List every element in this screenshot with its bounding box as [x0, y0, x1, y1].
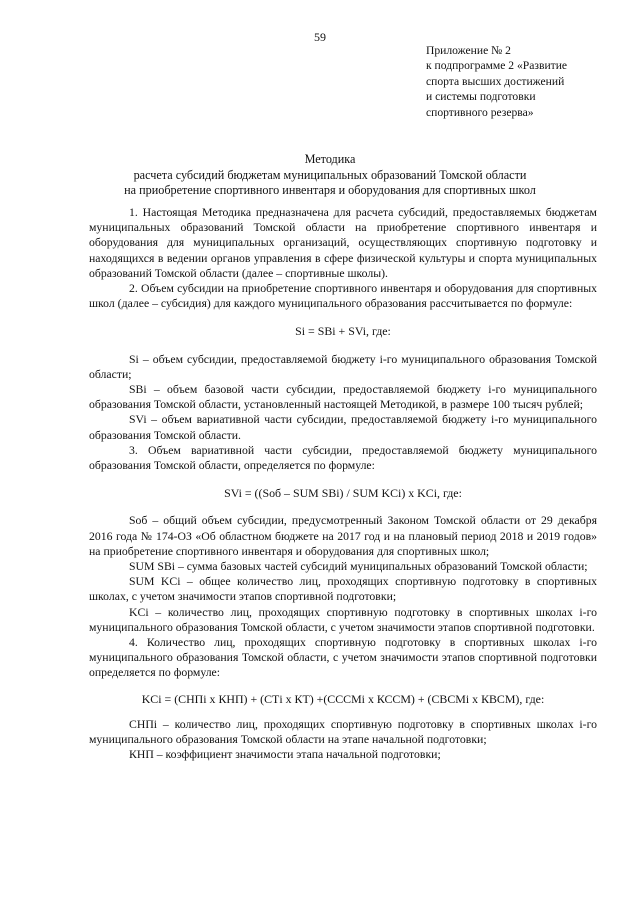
page-number: 59 [314, 30, 326, 44]
paragraph-3: 3. Объем вариативной части субсидии, предоставляемой бюджету муниципального образования Томской области, определяется по формуле: [89, 443, 597, 473]
document-title [60, 152, 600, 199]
paragraph-2: 2. Объем субсидии на приобретение спортивного инвентаря и оборудования для спортивных школ (далее – субсидия) для каждого муниципального образования рассчитывается по формуле: [89, 282, 597, 311]
paragraph-1: 1. Настоящая Методика предназначена для расчета субсидий, предоставляемых бюджетам муниципальных образований Томской области на приобретение спортивного инвентаря и оборудования для муниципальных организаций, осуществляющих спортивную подготовку и находящихся в ведении органов управления в сфере физической культуры и спорта муниципальных образований Томской области (далее – спортивные школы). [89, 206, 597, 280]
definition-si: Si – объем субсидии, предоставляемой бюджету i-го муниципального образования Томской области; [89, 352, 597, 381]
definition-snpi: СНПi – количество лиц, проходящих спортивную подготовку в спортивных школах i-го муниципального образования Томской области на этапе начальной подготовки; [89, 717, 597, 747]
definition-kci: KCi – количество лиц, проходящих спортивную подготовку в спортивных школах i-го муниципального образования Томской области, с учетом значимости этапов спортивной подготовки. [89, 605, 597, 634]
definition-sum-sbi: SUM SBi – сумма базовых частей субсидий муниципальных образований Томской области; [129, 560, 588, 574]
title-line: на приобретение спортивного инвентаря и оборудования для спортивных школ [124, 183, 536, 198]
definition-svi: SVi – объем вариативной части субсидии, предоставляемой бюджету i-го муниципального образования Томской области. [89, 413, 597, 442]
appendix-line: и системы подготовки [426, 90, 536, 104]
formula-kci: KCi = (СНПi х КНП) + (СТi х КТ) +(ССCМi х КССМ) + (СВСМi х КВСМ), где: [141, 691, 545, 706]
appendix-line: Приложение № 2 [426, 44, 511, 57]
document-body [89, 205, 597, 763]
definition-knp: КНП – коэффициент значимости этапа начальной подготовки; [129, 748, 441, 762]
formula-svi: SVi = ((Sоб – SUM SBi) / SUM KCi) х KCi, где: [224, 486, 462, 501]
definition-sum-kci: SUM KCi – общее количество лиц, проходящих спортивную подготовку в спортивных школах, с учетом значимости этапов спортивной подготовки; [89, 575, 597, 604]
appendix-line: спортивного резерва» [426, 105, 534, 119]
title-line: расчета субсидий бюджетам муниципальных образований Томской области [133, 167, 527, 182]
formula-si: Si = SBi + SVi, где: [295, 324, 391, 339]
definition-sbi: SBi – объем базовой части субсидии, предоставляемой бюджету i-го муниципального образования Томской области, установленный настоящей Методикой, в размере 100 тысяч рублей; [89, 383, 597, 412]
appendix-line: к подпрограмме 2 «Развитие [426, 59, 568, 73]
appendix-header [426, 43, 626, 120]
paragraph-4: 4. Количество лиц, проходящих спортивную подготовку в спортивных школах i-го муниципального образования Томской области, с учетом значимости этапов спортивной подготовки определяется по формуле: [89, 636, 597, 680]
appendix-line: спорта высших достижений [426, 74, 565, 88]
definition-sob: Sоб – общий объем субсидии, предусмотренный Законом Томской области от 29 декабря 2016 года № 174-ОЗ «Об областном бюджете на 2017 год и на плановый период 2018 и 2019 годов» на приобретение спортивного инвентаря и оборудования для спортивных школ; [89, 514, 597, 558]
title-heading: Методика [304, 152, 356, 166]
